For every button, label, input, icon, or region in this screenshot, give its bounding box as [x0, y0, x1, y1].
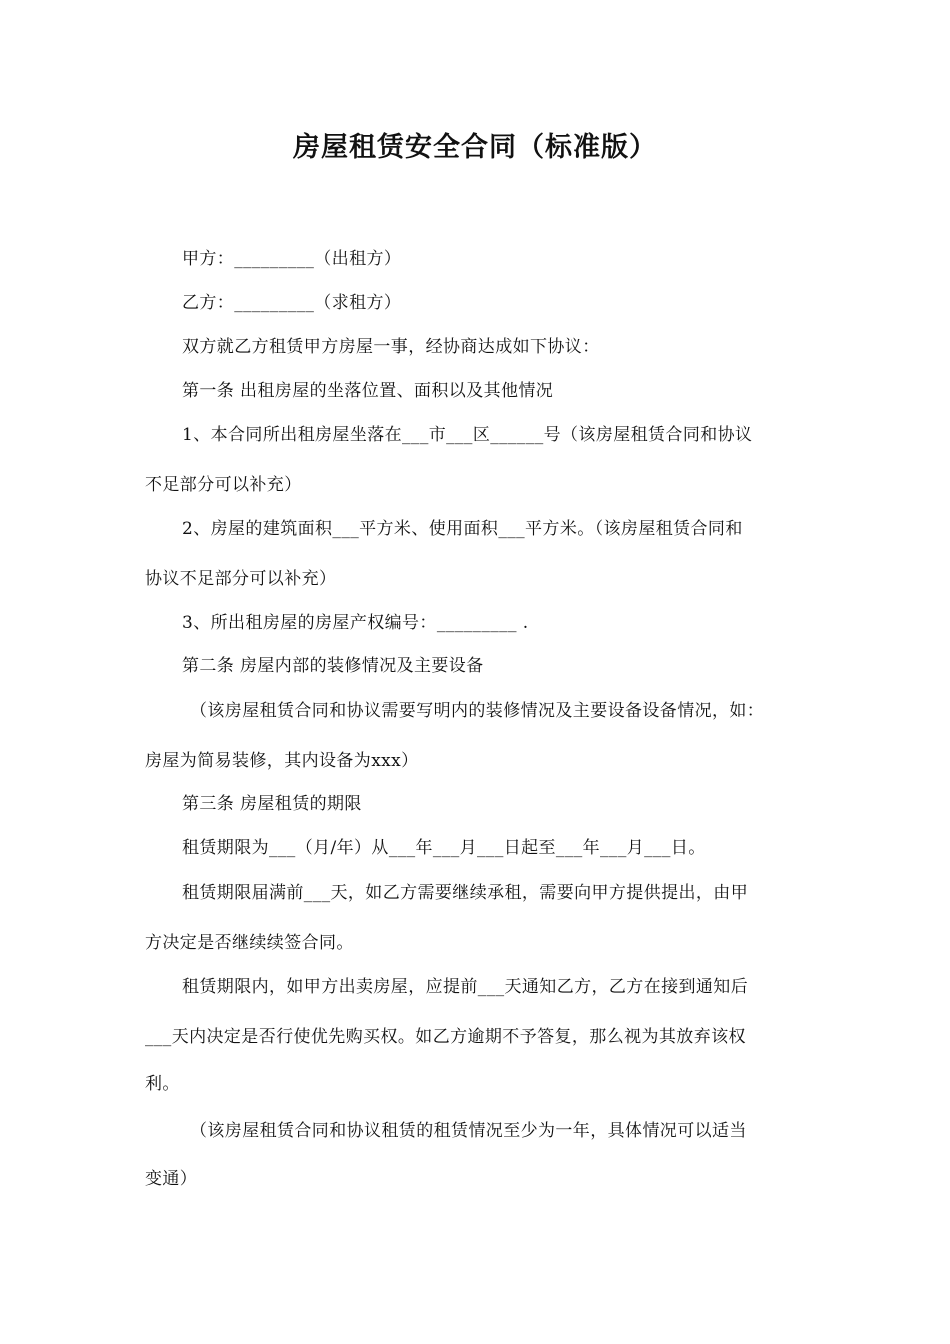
party-a-line: 甲方：_________（出租方）: [182, 249, 402, 269]
article-3-note: （该房屋租赁合同和协议租赁的租赁情况至少为一年，具体情况可以适当: [190, 1121, 747, 1141]
renewal-clause: 租赁期限届满前___天，如乙方需要继续承租，需要向甲方提供提出，由甲: [182, 883, 749, 903]
clause-1-2: 2、房屋的建筑面积___平方米、使用面积___平方米。（该房屋租赁合同和: [182, 519, 743, 539]
preemption-clause: 租赁期限内，如甲方出卖房屋，应提前___天通知乙方，乙方在接到通知后: [182, 977, 749, 997]
preemption-clause-cont: ___天内决定是否行使优先购买权。如乙方逾期不予答复，那么视为其放弃该权: [145, 1027, 746, 1047]
agreement-intro: 双方就乙方租赁甲方房屋一事，经协商达成如下协议：: [182, 337, 600, 357]
article-1-heading: 第一条 出租房屋的坐落位置、面积以及其他情况: [182, 381, 554, 401]
clause-1-1: 1、本合同所出租房屋坐落在___市___区______号（该房屋租赁合同和协议: [182, 425, 753, 445]
preemption-clause-end: 利。: [145, 1074, 180, 1094]
clause-1-3: 3、所出租房屋的房屋产权编号：_________ .: [182, 613, 529, 633]
document-title: 房屋租赁安全合同（标准版）: [293, 132, 657, 163]
lease-term: 租赁期限为___（月/年）从___年___月___日起至___年___月___日。: [182, 838, 706, 858]
clause-1-1-cont: 不足部分可以补充）: [145, 475, 302, 495]
clause-1-2-cont: 协议不足部分可以补充）: [145, 569, 337, 589]
article-3-heading: 第三条 房屋租赁的期限: [182, 794, 362, 814]
article-2-heading: 第二条 房屋内部的装修情况及主要设备: [182, 656, 484, 676]
article-3-note-cont: 变通）: [145, 1169, 198, 1189]
renewal-clause-cont: 方决定是否继续续签合同。: [145, 933, 354, 953]
party-b-line: 乙方：_________（求租方）: [182, 293, 402, 313]
article-2-note-cont: 房屋为简易装修，其内设备为xxx）: [145, 751, 419, 771]
article-2-note: （该房屋租赁合同和协议需要写明内的装修情况及主要设备设备情况，如：: [190, 701, 765, 721]
